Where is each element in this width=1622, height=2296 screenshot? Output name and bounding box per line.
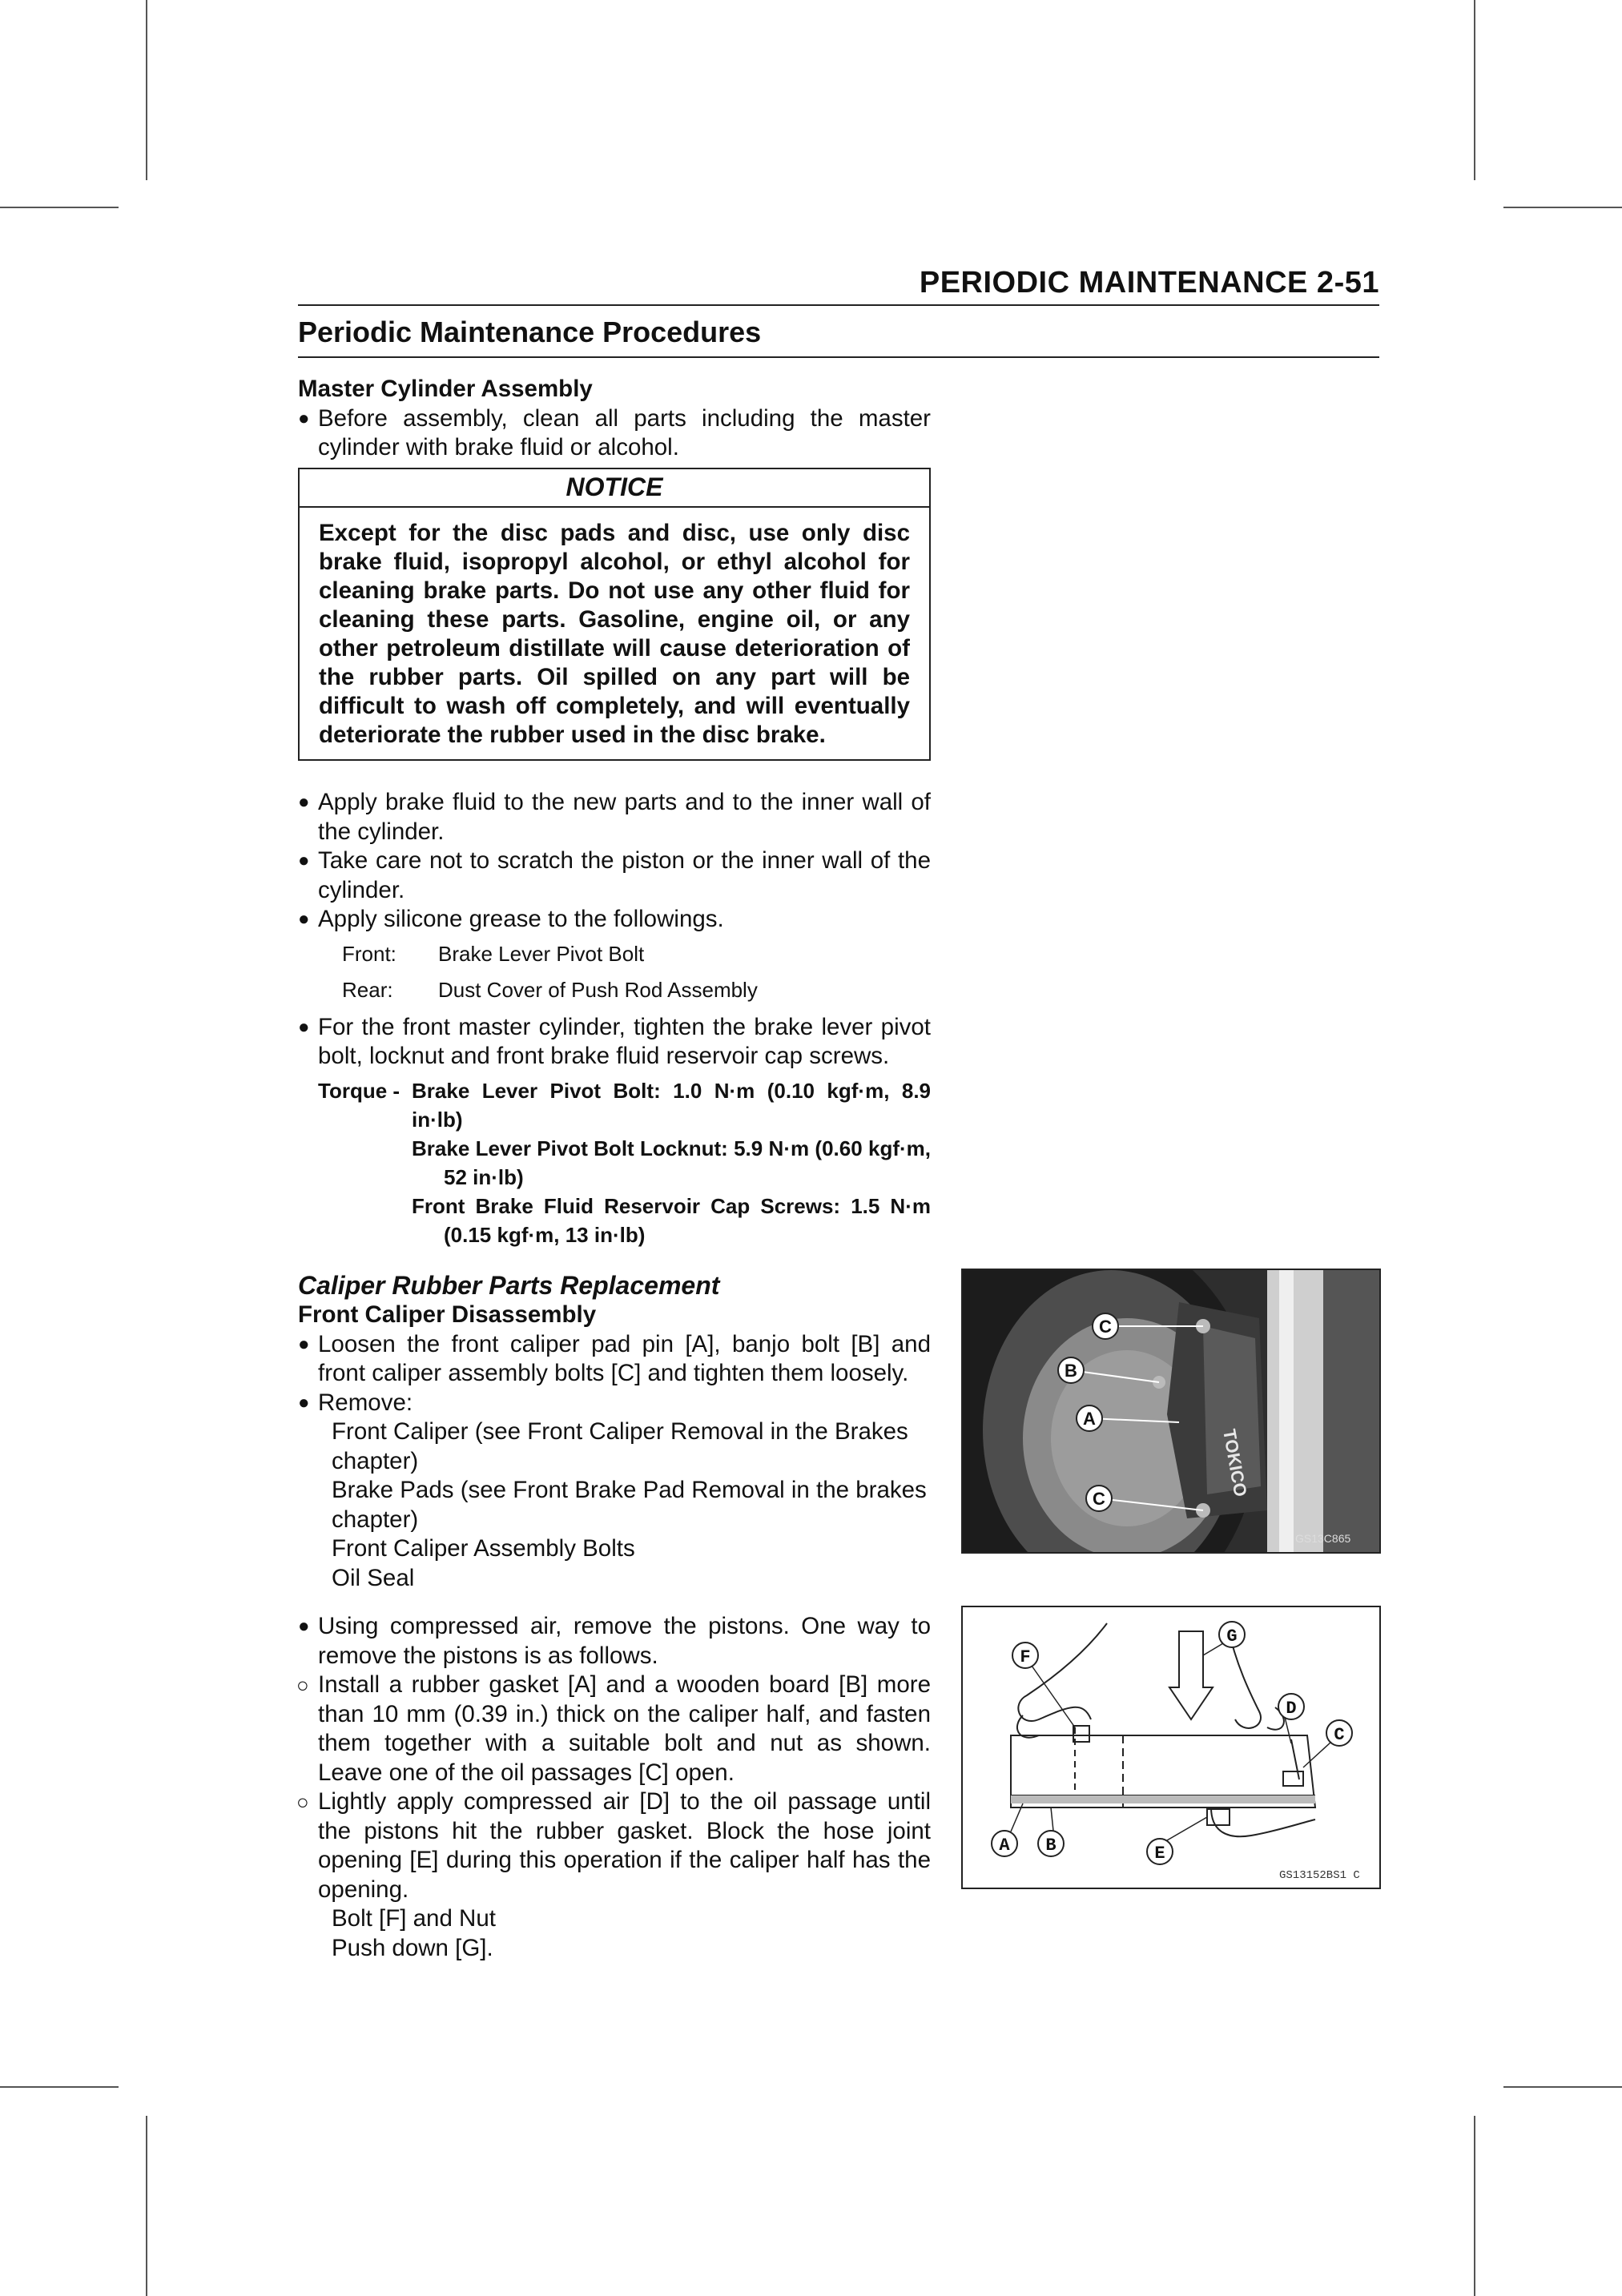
bullet-item: ● Using compressed air, remove the pistons. One way to remove the pistons is as follows. xyxy=(298,1612,931,1671)
torque-label: Torque - xyxy=(318,1078,400,1103)
piston-removal-drawing xyxy=(963,1607,1379,1888)
torque-value: Front Brake Fluid Reservoir Cap Screws: 1.5 N·m (0.15 kgf·m, 13 in·lb) xyxy=(412,1193,931,1247)
callout-label: C xyxy=(1093,1489,1105,1509)
remove-item: Front Caliper (see Front Caliper Removal in the Brakes chapter) xyxy=(332,1418,908,1474)
bullet-item: ● Before assembly, clean all parts including the master cylinder with brake fluid or alcohol. xyxy=(298,404,931,463)
torque-line xyxy=(318,1076,931,1134)
grease-key: Front: xyxy=(342,941,396,966)
crop-mark xyxy=(146,0,147,180)
bullet-item: ● Apply brake fluid to the new parts and to the inner wall of the cylinder. xyxy=(298,788,931,846)
callout-label: C xyxy=(1099,1317,1112,1337)
caliper-heading: Caliper Rubber Parts Replacement xyxy=(298,1271,720,1300)
master-cylinder-heading: Master Cylinder Assembly xyxy=(298,376,593,402)
bullet-item: ● Loosen the front caliper pad pin [A], banjo bolt [B] and front caliper assembly bolts [C] and tighten them loosely. xyxy=(298,1330,931,1389)
torque-line xyxy=(318,1192,931,1249)
caliper-subheading: Front Caliper Disassembly xyxy=(298,1301,597,1328)
notice-box xyxy=(298,468,931,762)
running-title: PERIODIC MAINTENANCE 2-51 xyxy=(919,266,1379,300)
piston-removal-figure xyxy=(961,1606,1381,1889)
crop-mark xyxy=(1503,207,1622,208)
notice-label: NOTICE xyxy=(300,469,929,509)
grease-value: Brake Lever Pivot Bolt xyxy=(438,941,645,966)
caliper-section xyxy=(298,1270,931,1963)
torque-spec xyxy=(318,1076,931,1249)
remove-item: Front Caliper Assembly Bolts xyxy=(332,1535,635,1562)
callout-label: B xyxy=(1065,1361,1077,1381)
section-rule xyxy=(298,356,1379,358)
remove-item: Brake Pads (see Front Brake Pad Removal in the brakes chapter) xyxy=(332,1477,927,1533)
crop-mark xyxy=(146,2116,147,2296)
callout-label: C xyxy=(1334,1725,1345,1745)
bullet-item: ● Remove: xyxy=(298,1389,931,1418)
torque-line xyxy=(318,1134,931,1192)
grease-key: Rear: xyxy=(342,977,393,1002)
section-title: Periodic Maintenance Procedures xyxy=(298,316,762,348)
caliper-photo xyxy=(963,1270,1379,1552)
callout-label: B xyxy=(1045,1836,1057,1856)
callout-label: A xyxy=(999,1836,1010,1856)
caliper-photo-figure xyxy=(961,1269,1381,1554)
callout-label: G xyxy=(1226,1627,1238,1647)
callout-label: F xyxy=(1020,1647,1031,1667)
sub-step: ○ Install a rubber gasket [A] and a wooden board [B] more than 10 mm (0.39 in.) thick on the caliper half, and fasten them together with a suitable bolt and nut as shown. Leave one of the oil passages [C] open. xyxy=(298,1671,931,1787)
callout-label: A xyxy=(1083,1409,1096,1429)
crop-mark xyxy=(1474,0,1475,180)
callout-label: E xyxy=(1154,1844,1165,1864)
callout-label: D xyxy=(1286,1699,1297,1719)
crop-mark xyxy=(0,207,119,208)
grease-row xyxy=(298,972,931,1008)
bullet-item: ● Take care not to scratch the piston or the inner wall of the cylinder. xyxy=(298,846,931,905)
figure-code: GS13152BS1 C xyxy=(1279,1869,1360,1882)
legend-item: Bolt [F] and Nut xyxy=(332,1905,496,1932)
bullet-item: ● Apply silicone grease to the followings. xyxy=(298,905,931,935)
legend-item: Push down [G]. xyxy=(332,1934,493,1961)
header-rule xyxy=(298,304,1379,306)
crop-mark xyxy=(1474,2116,1475,2296)
figure-code: GS13C865 xyxy=(1295,1532,1351,1545)
grease-row xyxy=(298,936,931,972)
torque-value: Brake Lever Pivot Bolt Locknut: 5.9 N·m (0.60 kgf·m, 52 in·lb) xyxy=(412,1136,931,1189)
crop-mark xyxy=(0,2086,119,2088)
remove-item: Oil Seal xyxy=(332,1564,415,1591)
master-cylinder-section xyxy=(298,375,931,1249)
torque-value: Brake Lever Pivot Bolt: 1.0 N·m (0.10 kgf·m, 8.9 in·lb) xyxy=(412,1078,931,1132)
notice-text: Except for the disc pads and disc, use only disc brake fluid, isopropyl alcohol, or ethyl alcohol for cleaning brake parts. Do not use any other fluid for cleaning these parts. Gasoline, engine oil, or any other petroleum distillate will cause deterioration of the rubber parts. Oil spilled on any part will be difficult to wash off completely, and will eventually deteriorate the rubber used in the disc brake. xyxy=(319,520,910,748)
brand-text: TOKICO xyxy=(1219,1427,1251,1498)
crop-mark xyxy=(1503,2086,1622,2088)
sub-step: ○ Lightly apply compressed air [D] to the oil passage until the pistons hit the rubber gasket. Block the hose joint opening [E] during this operation if the caliper half has the opening. xyxy=(298,1787,931,1904)
grease-value: Dust Cover of Push Rod Assembly xyxy=(438,977,758,1002)
bullet-item: ● For the front master cylinder, tighten the brake lever pivot bolt, locknut and front brake fluid reservoir cap screws. xyxy=(298,1013,931,1072)
